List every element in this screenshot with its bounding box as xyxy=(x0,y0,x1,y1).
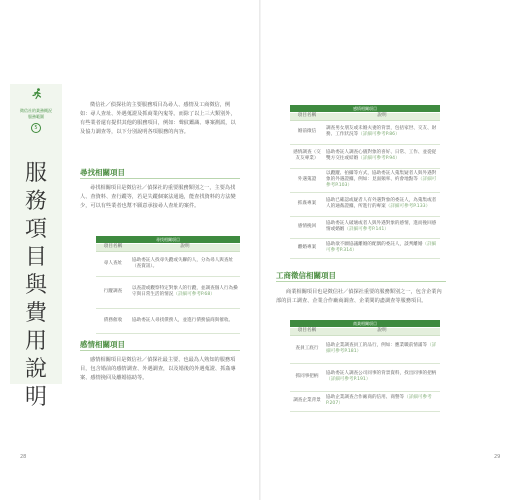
table-header-cell: 項目名稱 xyxy=(290,113,324,120)
table-caption: 感情相關項目 xyxy=(290,105,440,112)
table-cell-name: 查員工底行 xyxy=(290,335,324,363)
table-cell-desc xyxy=(324,168,440,192)
desc-text: 以查證或觀察特定對象人的行蹤，並調查個人行為操守與日常生活的情況 xyxy=(132,286,238,297)
title-char: 明 xyxy=(24,385,47,410)
table-header-cell: 項目名稱 xyxy=(290,328,324,335)
chapter-title xyxy=(24,160,48,412)
title-char: 說 xyxy=(24,357,47,382)
table-row xyxy=(290,192,440,216)
table-cell-name: 離婚專案 xyxy=(290,238,324,258)
page-number: 29 xyxy=(494,454,501,460)
table-header-cell: 說明 xyxy=(130,244,240,251)
table-cell-desc xyxy=(130,308,240,333)
table-cell-name: 調查企業背景 xyxy=(290,391,324,411)
desc-text: 調查男女朋友或未婚夫妻的背景，包括家世、交友、財務、工作狀況等 xyxy=(326,126,437,137)
page-reference: （詳細可參考P.181） xyxy=(326,343,437,354)
page-reference: （詳細可參考P.207） xyxy=(326,395,432,406)
table-row xyxy=(290,168,440,192)
section-paragraph: 尋找相關項目是徵信社／偵探社的重要服務類別之一，主要為找人、查資料、查行蹤等，若是失蹤個案法通過，能查找資料的方法變少，可以有些業者也幫不願意承接尋人查址的案件。 xyxy=(80,185,236,209)
table-row xyxy=(290,216,440,238)
strip-caption-line: 徵信社的業務概況 xyxy=(20,108,52,113)
book-gutter xyxy=(259,0,261,500)
data-table xyxy=(96,244,240,334)
title-char: 費 xyxy=(24,301,47,326)
section-paragraph: 商業相關項目也是徵信社／偵探社重要的服務類別之一，包含企業內部的員工調查、企業合作廠商調查、企業間的盡調查等服務項目。 xyxy=(276,289,442,304)
table-caption: 尋找相關項目 xyxy=(96,236,240,243)
table-row xyxy=(290,363,440,391)
page-reference: （詳細可參考P.133） xyxy=(385,204,431,209)
section-rule xyxy=(276,281,446,282)
page-reference: （詳細可參考P.191） xyxy=(326,377,371,382)
page-number: 28 xyxy=(20,454,27,460)
table-cell-name: 抓姦專案 xyxy=(290,192,324,216)
table-cell-name: 外遇蒐證 xyxy=(290,168,324,192)
title-char: 項 xyxy=(24,217,47,242)
page-reference: （詳細可參考P.314） xyxy=(326,242,437,253)
table-row xyxy=(96,276,240,308)
section-rule xyxy=(80,350,240,351)
table-cell-desc xyxy=(324,363,440,391)
section-rule xyxy=(80,178,240,179)
table-row xyxy=(96,308,240,333)
table-cell-name: 感情調查（交友友專業） xyxy=(290,144,324,168)
title-char: 務 xyxy=(24,189,47,214)
table-cell-name: 感情挽回 xyxy=(290,216,324,238)
table-cell-desc xyxy=(130,276,240,308)
desc-text: 協助企業調查員工的品行，例如：應業職前情滿等 xyxy=(326,343,428,348)
title-char: 目 xyxy=(24,245,47,270)
table-cell-desc xyxy=(324,391,440,411)
table-cell-name: 尋人查址 xyxy=(96,251,130,276)
desc-text: 以蹤蹤、拍攝等方式，協助委託人蒐集疑者人與外遇對象的外遇證據，例如：見面頻率、約會地點等 xyxy=(326,171,437,182)
page-reference: （詳細可參考P.141） xyxy=(344,227,389,232)
table-cell-desc xyxy=(130,251,240,276)
table-row xyxy=(96,251,240,276)
table-header-cell: 說明 xyxy=(324,328,440,335)
table-header-row xyxy=(290,113,440,120)
desc-text: 協助委託人破壞或者人與外遇對象的感情，進而挽回感情或婚姻 xyxy=(326,221,437,232)
desc-text: 協助委託人找尋失蹤或失聯的人，分為尋人與查址（查資訊）。 xyxy=(132,257,234,269)
section-heading: 感情相關項目 xyxy=(80,340,125,349)
table-header-row xyxy=(290,328,440,335)
table-row xyxy=(290,144,440,168)
chapter-strip xyxy=(10,84,62,410)
chapter-number: 5 xyxy=(31,123,41,133)
desc-text: 協助企業調查合作廠商的信用、商譽等 xyxy=(326,395,405,400)
table-row xyxy=(290,238,440,258)
table-cell-desc xyxy=(324,335,440,363)
section-heading: 尋找相關項目 xyxy=(80,168,125,177)
intro-paragraph: 徵信社／偵探社的主要服務項目為尋人、感情及工商徵信，例如：尋人查址、外遇蒐證及抓商業內鬼等。而除了以上三大類別外，有些業者還有提供其他的服務項目，例如：聲紋鑑識、專案測謊，以及協力調查等，以下分別說明各項服務的內容。 xyxy=(80,102,236,135)
title-char: 用 xyxy=(24,329,47,354)
table-cell-name: 行蹤調查 xyxy=(96,276,130,308)
running-man-icon xyxy=(32,88,42,100)
table-header-cell: 項目名稱 xyxy=(96,244,130,251)
desc-text: 協助欲不願協議離婚的配偶的委託人，談判離婚 xyxy=(326,242,423,247)
table-caption: 商業相關項目 xyxy=(290,320,440,327)
table-header-row xyxy=(96,244,240,251)
page-reference: （詳細可參考P.94） xyxy=(358,156,400,161)
table-cell-desc xyxy=(324,216,440,238)
strip-caption-line: 服務範圍 xyxy=(28,114,44,119)
desc-text: 協助委託人調查公司同事的背景資料，找出同事的把柄 xyxy=(326,371,437,376)
table-row xyxy=(290,391,440,411)
table-cell-name: 債務催收 xyxy=(96,308,130,333)
title-char: 與 xyxy=(24,273,47,298)
desc-text: 協助已確認或疑者人有外遇對象的委託人，為蒐集或者人的通姦證據，所進行的專案 xyxy=(326,198,437,209)
strip-caption xyxy=(10,108,62,120)
page-reference: （詳細可參考P.68） xyxy=(173,292,215,297)
desc-text: 協助委託人調查心儀對象的喜好、日常、工作、並從從雙方交往或結婚 xyxy=(326,150,437,161)
table-header-cell: 說明 xyxy=(324,113,440,120)
table-cell-name: 抓同事把柄 xyxy=(290,363,324,391)
title-char: 服 xyxy=(24,161,47,186)
table-cell-desc xyxy=(324,238,440,258)
data-table xyxy=(290,113,440,259)
page-reference: （詳細可參考P.86） xyxy=(358,132,400,137)
table-row xyxy=(290,120,440,144)
table-row xyxy=(290,335,440,363)
page-reference: （詳細可參考P.103） xyxy=(326,177,437,188)
section-heading: 工商徵信相關項目 xyxy=(276,271,336,280)
table-cell-desc xyxy=(324,192,440,216)
data-table xyxy=(290,328,440,412)
section-paragraph: 感情相關項目是徵信社／偵探社最主要、也最為人熟知的服務項目，包含婚前的感情調查、外遇調查，以及婚後的外遇蒐證、抓姦專案、感情挽回及離婚協助等。 xyxy=(80,357,236,381)
desc-text: 協助委託人尋找債務人，並進行債務協商與催收。 xyxy=(132,317,234,323)
table-cell-name: 婚前徵信 xyxy=(290,120,324,144)
table-cell-desc xyxy=(324,120,440,144)
table-cell-desc xyxy=(324,144,440,168)
